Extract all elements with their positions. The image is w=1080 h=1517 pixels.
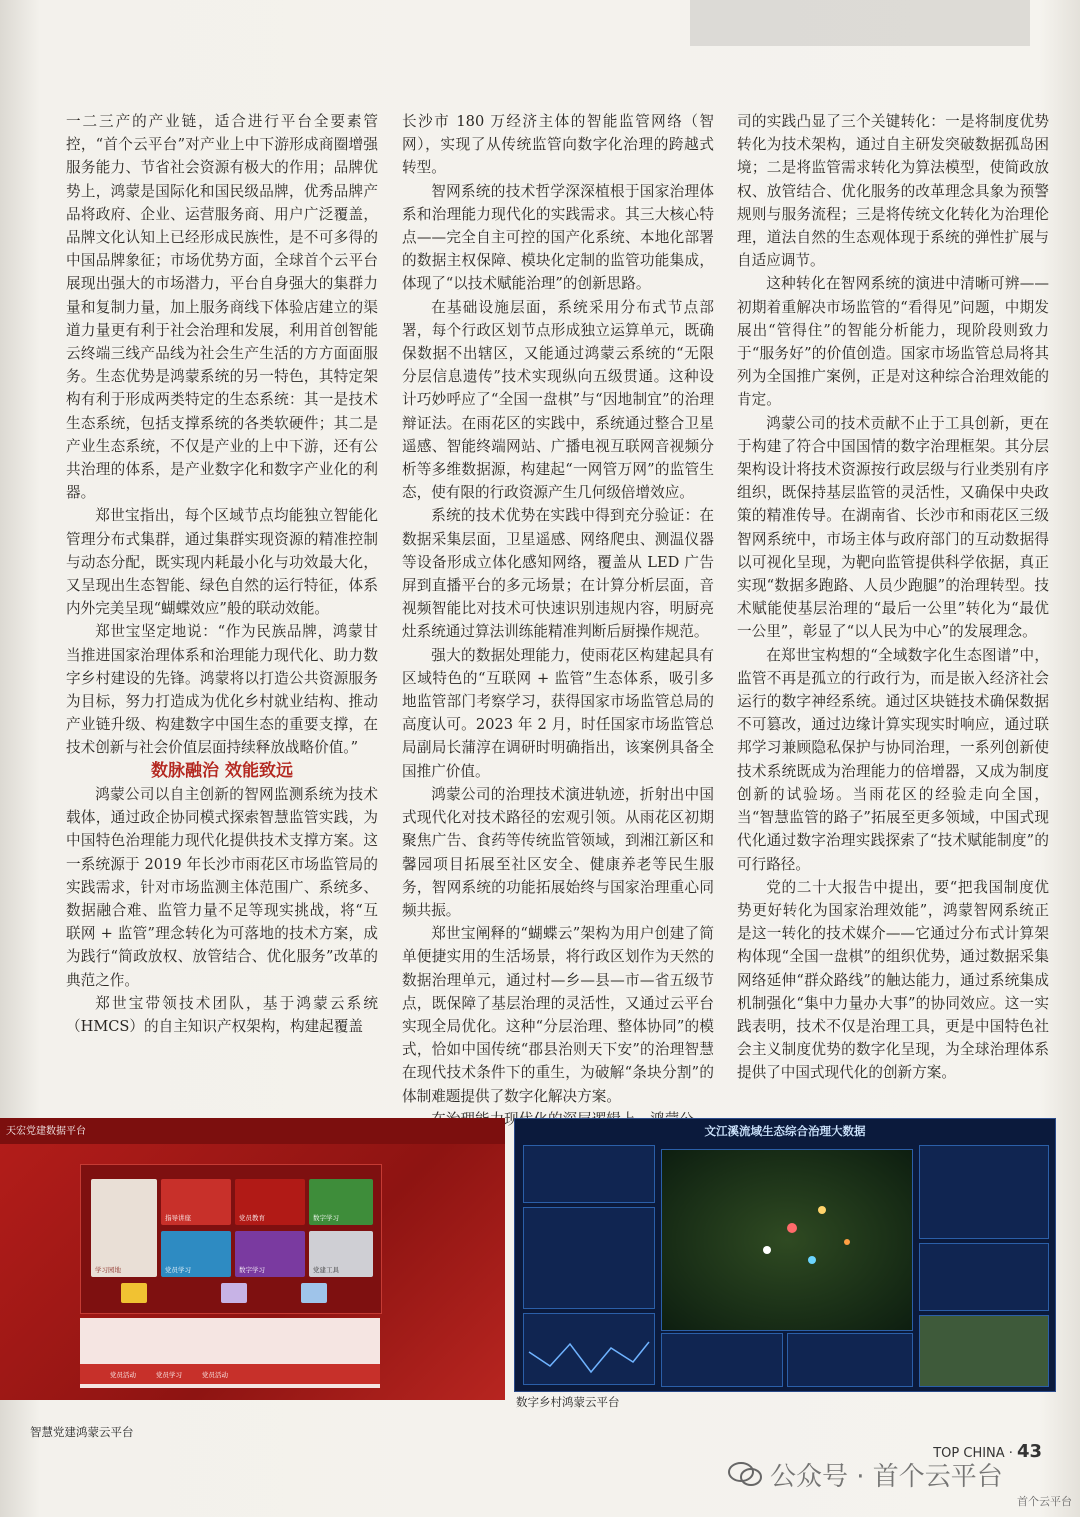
paragraph: 郑世宝坚定地说：“作为民族品牌，鸿蒙甘当推进国家治理体系和治理能力现代化、助力数字乡村建设的先锋。鸿蒙将以打造公共资源服务为目标，努力打造成为优化乡村就业结构、推动产业链升级、构建数字中国生态的重要支撑，在技术创新与社会价值层面持续释放战略价值。”: [66, 623, 378, 757]
paragraph: 郑世宝带领技术团队，基于鸿蒙云系统（HMCS）的自主知识产权架构，构建起覆盖: [66, 994, 378, 1035]
tile-digital: 数字学习: [309, 1179, 373, 1225]
right-caption: 数字乡村鸿蒙云平台: [516, 1395, 620, 1409]
star-icon: [121, 1283, 147, 1303]
paragraph: 这种转化在智网系统的演进中清晰可辨——初期着重解决市场监管的“看得见”问题，中期发展出“管得住”的智能分析能力，现阶段则致力于“服务好”的价值创造。国家市场监管总局将其列为全国推广案例，正是对这种综合治理效能的肯定。: [737, 275, 1049, 409]
line-chart: [525, 1322, 653, 1382]
party-platform-screenshot: [0, 1118, 505, 1400]
table-panel: [661, 1333, 783, 1387]
soil-panel: [919, 1243, 1049, 1311]
line-chart-panel: [523, 1313, 655, 1385]
watermark: 公众号 · 首个云平台: [770, 1462, 1003, 1492]
map-markers: [662, 1150, 912, 1330]
activity-list: [80, 1318, 380, 1388]
tile-tools: 党建工具: [309, 1231, 373, 1277]
stats-panel: [523, 1145, 655, 1203]
tab-label: 党员活动: [202, 1370, 228, 1379]
aerial-map: [661, 1149, 913, 1331]
paragraph: 长沙市 180 万经济主体的智能监管网络（智网），实现了从传统监管向数字化治理的跨越式转型。: [402, 113, 714, 177]
paragraph: 一二三产的产业链，适合进行平台全要素管控，“首个云平台”对产业上中下游形成商圈增强服务能力、节省社会资源有极大的作用；品牌优势上，鸿蒙是国际化和国民级品牌，优秀品牌产品将政府、企业、运营服务商、用户广泛覆盖，品牌文化认知上已经形成民族性，是不可多得的中国品牌象征；市场优势方面，全球首个云平台展现出强大的市场潜力，平台自身强大的集群力量和复制力量，加上服务商线下体验店建立的渠道力量更有利于社会治理和发展，利用首创智能云终端三线产品线为社会生产生活的方方面面服务。生态优势是鸿蒙系统的另一特色，其特定架构有利于形成两类特定的生态系统：其一是技术生态系统，包括支撑系统的各类软硬件；其二是产业生态系统，不仅是产业的上中下游，还有公共治理的体系，是产业数字化和数字产业化的利器。: [66, 113, 378, 502]
village-dashboard-screenshot: [514, 1118, 1056, 1392]
paragraph: 鸿蒙公司的治理技术演进轨迹，折射出中国式现代化对技术路径的宏观引领。从雨花区初期聚焦广告、食药等传统监管领域，到湘江新区和馨园项目拓展至社区安全、健康养老等民生服务，智网系统的功能拓展始终与国家治理重心同频共振。: [402, 785, 714, 919]
bottom-tabs: [80, 1364, 380, 1384]
chart-icon: [301, 1283, 327, 1303]
paragraph: 在郑世宝构想的“全域数字化生态图谱”中，监管不再是孤立的行政行为，而是嵌入经济社会运行的数字神经系统。通过区块链技术确保数据不可篡改，通过边缘计算实现实时响应，通过联邦学习兼顾隐私保护与协同治理，一系列创新使技术系统既成为治理能力的倍增器，又成为制度创新的试验场。当雨花区的经验走向全国，当“智慧监管的路子”拓展至更多领域，中国式现代化通过数字治理实践探索了“技术赋能制度”的可行路径。: [737, 646, 1049, 873]
paragraph: 郑世宝阐释的“蝴蝶云”架构为用户创建了简单便捷实用的生活场景，将行政区划作为天然的数据治理单元，通过村—乡—县—市—省五级节点，既保障了基层治理的灵活性，又通过云平台实现全局优化。这种“分层治理、整体协同”的模式，恰如中国传统“郡县治则天下安”的治理智慧在现代技术条件下的重生，为破解“条块分割”的体制难题提供了数字化解决方案。: [402, 925, 714, 1105]
section-heading: 数脉融治 效能致远: [151, 760, 293, 781]
paragraph: 鸿蒙公司的技术贡献不止于工具创新，更在于构建了符合中国国情的数字治理框架。其分层架构设计将技术资源按行政层级与行业类别有序组织，既保持基层监管的灵活性，又确保中央政策的精准传导。在湖南省、长沙市和雨花区三级智网系统中，市场主体与政府部门的互动数据得以可视化呈现，为靶向监管提供科学依据，真正实现“数据多跑路、人员少跑腿”的治理转型。技术赋能使基层治理的“最后一公里”转化为“最优一公里”，彰显了“以人民为中心”的发展理念。: [737, 414, 1049, 641]
tile-panel: [80, 1164, 382, 1314]
magazine-name: TOP CHINA ·: [933, 1446, 1013, 1461]
paragraph: 鸿蒙公司以自主创新的智网监测系统为技术载体，通过政企协同模式探索智慧监管实践，为中国特色治理能力现代化提供技术支撑方案。这一系统源于 2019 年长沙市雨花区市场监管局的实践需求，针对市场监测主体范围广、系统多、数据融合难、监管力量不足等现实挑战，将“互联网 + 监管”理念转化为可落地的技术方案，成为践行“简政放权、放管结合、优化服务”改革的典范之作。: [66, 785, 378, 989]
page-number: 43: [1016, 1441, 1042, 1462]
paragraph: 强大的数据处理能力，使雨花区构建起具有区域特色的“互联网 + 监管”生态体系，吸引多地监管部门考察学习，获得国家市场监管总局的高度认可。2023 年 2 月，时任国家市场监管总局副局长蒲淳在调研时明确指出，该案例具备全国推广价值。: [402, 646, 714, 780]
video-panel: [787, 1333, 913, 1387]
paragraph: 党的二十大报告中提出，要“把我国制度优势更好转化为国家治理效能”，鸿蒙智网系统正是这一转化的技术媒介——它通过分布式计算架构体现“全国一盘棋”的组织优势，通过数据采集网络延伸“群众路线”的触达能力，通过系统集成机制强化“集中力量办大事”的协同效应。这一实践表明，技术不仅是治理工具，更是中国特色社会主义制度优势的数字化呈现，为全球治理体系提供了中国式现代化的创新方案。: [737, 878, 1049, 1082]
tile-digital-2: 数字学习: [235, 1231, 305, 1277]
paragraph: 智网系统的技术哲学深深植根于国家治理体系和治理能力现代化的实践需求。其三大核心特点——完全自主可控的国产化系统、本地化部署的数据主权保障、模块化定制的监管功能集成，体现了“以技术赋能治理”的创新思路。: [402, 182, 714, 293]
paragraph: 司的实践凸显了三个关键转化：一是将制度优势转化为技术架构，通过自主研发突破数据孤岛困境；二是将监管需求转化为算法模型，使简政放权、放管结合、优化服务的改革理念具象为预警规则与服务流程；三是将传统文化转化为治理伦理，道法自然的生态观体现于系统的弹性扩展与自适应调节。: [737, 113, 1049, 270]
tile-party-edu: 党员教育: [235, 1179, 305, 1225]
left-caption: 智慧党建鸿蒙云平台: [30, 1425, 134, 1439]
column-2: [402, 110, 714, 1131]
watermark-small: 首个云平台: [1017, 1495, 1072, 1508]
app-title: 天宏党建数据平台: [6, 1126, 86, 1137]
calendar-icon: [221, 1283, 247, 1303]
app-titlebar: [0, 1118, 505, 1144]
tile-lecture: 指导讲座: [161, 1179, 231, 1225]
tab-label: 党员学习: [156, 1370, 182, 1379]
tile-member-study: 党员学习: [161, 1231, 231, 1277]
weather-panel: [919, 1145, 1049, 1239]
column-1: [66, 110, 378, 1038]
wechat-icon: [728, 1461, 762, 1487]
camera-panel: [919, 1315, 1049, 1387]
tab-label: 党员活动: [110, 1370, 136, 1379]
dashboard-title: 文江溪流域生态综合治理大数据: [704, 1124, 866, 1138]
paragraph: 郑世宝指出，每个区域节点均能独立智能化管理分布式集群，通过集群实现资源的精准控制与动态分配，既实现内耗最小化与功效最大化，又呈现出生态智能、绿色自然的运行特征，体系内外完美呈现“蝴蝶效应”般的联动效能。: [66, 507, 378, 618]
tile-study: 学习园地: [91, 1179, 157, 1277]
column-3: [737, 110, 1049, 1085]
list-panel: [523, 1207, 655, 1309]
header-band: [690, 0, 1030, 46]
paragraph: 在基础设施层面，系统采用分布式节点部署，每个行政区划节点形成独立运算单元，既确保数据不出辖区，又能通过鸿蒙云系统的“无限分层信息遗传”技术实现纵向五级贯通。这种设计巧妙呼应了“全国一盘棋”与“因地制宜”的治理辩证法。在雨花区的实践中，系统通过整合卫星遥感、智能终端网站、广播电视互联网音视频分析等多维数据源，构建起“一网管万网”的监管生态，使有限的行政资源产生几何级倍增效应。: [402, 298, 714, 502]
paragraph: 系统的技术优势在实践中得到充分验证：在数据采集层面，卫星遥感、网络爬虫、测温仪器等设备形成立体化感知网络，覆盖从 LED 广告屏到直播平台的多元场景；在计算分析层面，音视频智能比对技术可快速识别违规内容，明厨亮灶系统通过算法训练能精准判断后厨操作规范。: [402, 507, 714, 641]
